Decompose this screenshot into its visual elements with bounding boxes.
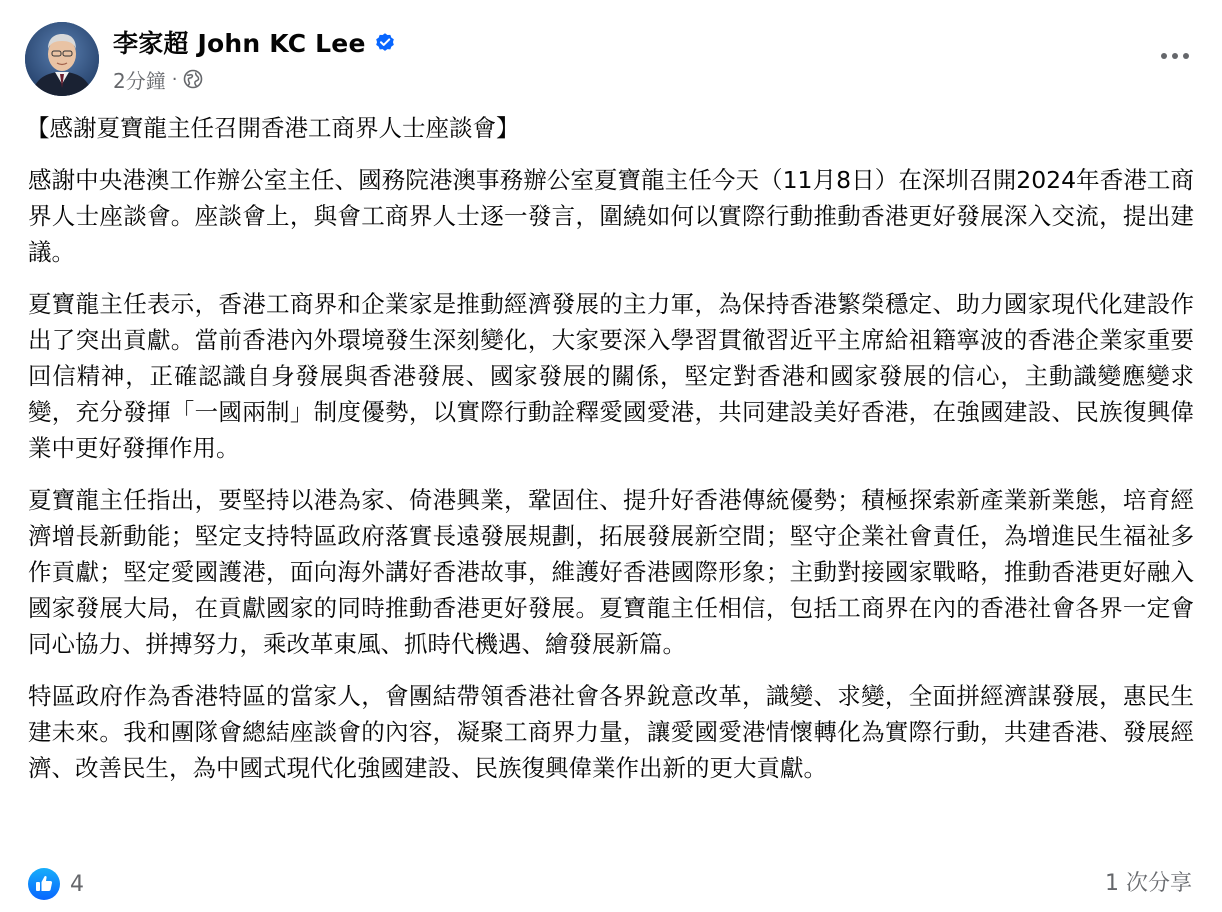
post-title: 【感謝夏寶龍主任召開香港工商界人士座談會】 bbox=[26, 114, 520, 142]
globe-icon[interactable] bbox=[183, 69, 203, 89]
more-options-button[interactable] bbox=[1155, 40, 1195, 72]
post-paragraph-4: 特區政府作為香港特區的當家人，會團結帶領香港社會各界銳意改革，識變、求變，全面拼經濟謀發展，惠民生建未來。我和團隊會總結座談會的內容，凝聚工商界力量，讓愛國愛港情懷轉化為實際行動，共建香港、發展經濟、改善民生，為中國式現代化強國建設、民族復興偉業作出新的更大貢獻。 bbox=[28, 682, 1194, 782]
post-footer bbox=[28, 866, 1194, 902]
like-thumb-icon bbox=[28, 868, 60, 900]
post-paragraph-2: 夏寶龍主任表示，香港工商界和企業家是推動經濟發展的主力軍，為保持香港繁榮穩定、助力國家現代化建設作出了突出貢獻。當前香港內外環境發生深刻變化，大家要深入學習貫徹習近平主席給祖籍寧波的香港企業家重要回信精神，正確認識自身發展與香港發展、國家發展的關係，堅定對香港和國家發展的信心，主動識變應變求變，充分發揮「一國兩制」制度優勢，以實際行動詮釋愛國愛港，共同建設美好香港，在強國建設、民族復興偉業中更好發揮作用。 bbox=[28, 290, 1194, 462]
post-timestamp[interactable]: 2分鐘 bbox=[113, 68, 166, 93]
reaction-count: 4 bbox=[70, 871, 84, 897]
more-dot-icon bbox=[1172, 53, 1178, 59]
author-block bbox=[113, 24, 396, 94]
post-header bbox=[25, 22, 1195, 98]
avatar[interactable] bbox=[25, 22, 99, 96]
avatar-image bbox=[25, 22, 99, 96]
post-body bbox=[28, 110, 1194, 802]
author-row bbox=[113, 24, 396, 60]
post-paragraph-1: 感謝中央港澳工作辦公室主任、國務院港澳事務辦公室夏寶龍主任今天（11月8日）在深圳召開2024年香港工商界人士座談會。座談會上，與會工商界人士逐一發言，圍繞如何以實際行動推動香港更好發展深入交流，提出建議。 bbox=[28, 166, 1194, 266]
reactions-summary[interactable] bbox=[28, 866, 84, 902]
meta-separator: · bbox=[171, 68, 178, 90]
post-paragraph-3: 夏寶龍主任指出，要堅持以港為家、倚港興業，鞏固住、提升好香港傳統優勢；積極探索新產業新業態，培育經濟增長新動能；堅定支持特區政府落實長遠發展規劃，拓展發展新空間；堅守企業社會責任，為增進民生福祉多作貢獻；堅定愛國護港，面向海外講好香港故事，維護好香港國際形象；主動對接國家戰略，推動香港更好融入國家發展大局，在貢獻國家的同時推動香港更好發展。夏寶龍主任相信，包括工商界在內的香港社會各界一定會同心協力、拼搏努力，乘改革東風、抓時代機遇、繪發展新篇。 bbox=[28, 486, 1194, 658]
meta-row bbox=[113, 64, 396, 94]
shares-count-link[interactable]: 1 次分享 bbox=[1105, 871, 1192, 896]
more-dot-icon bbox=[1161, 53, 1167, 59]
verified-badge-icon bbox=[374, 31, 396, 53]
author-name[interactable]: 李家超 John KC Lee bbox=[113, 29, 366, 58]
more-dot-icon bbox=[1183, 53, 1189, 59]
